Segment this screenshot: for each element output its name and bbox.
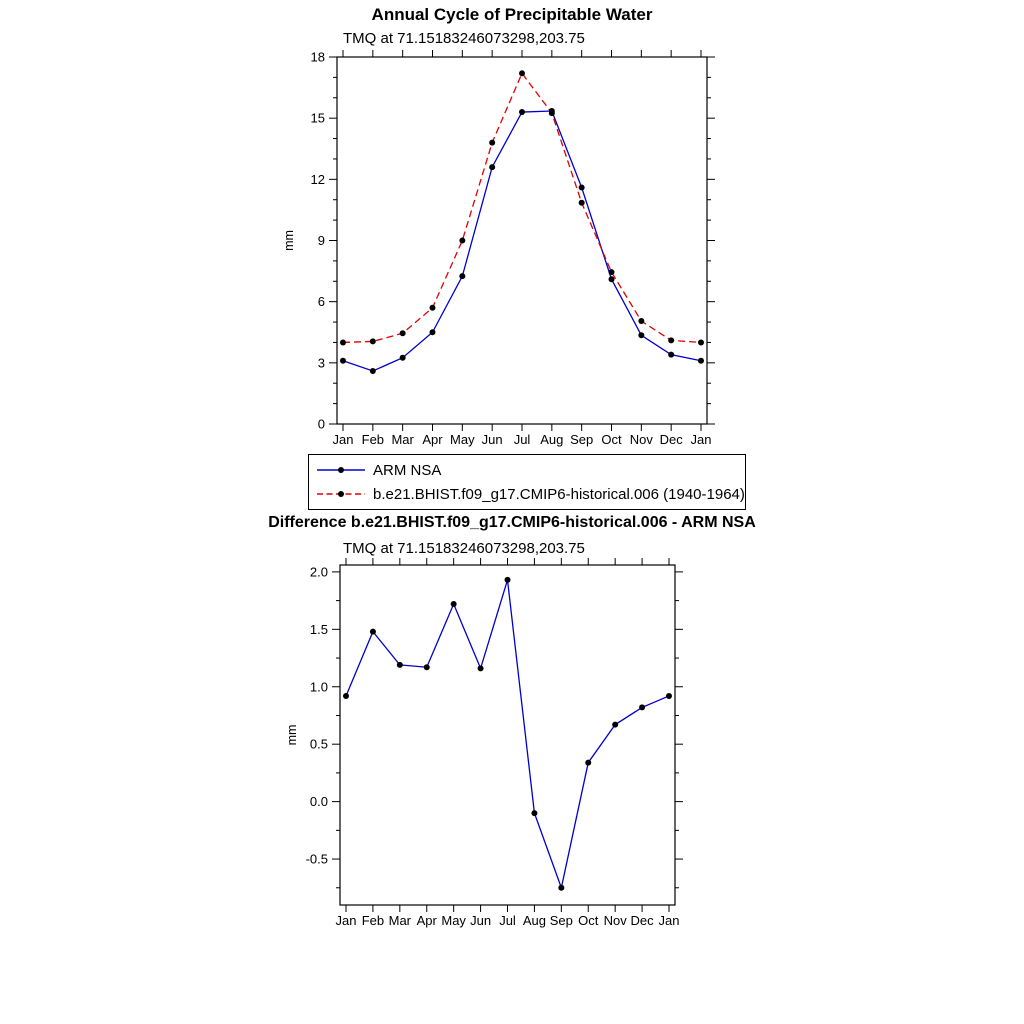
svg-text:0.0: 0.0 bbox=[309, 794, 328, 810]
svg-text:Mar: Mar bbox=[391, 432, 414, 447]
svg-text:Feb: Feb bbox=[361, 913, 385, 928]
svg-text:6: 6 bbox=[317, 294, 325, 310]
svg-text:Dec: Dec bbox=[659, 432, 683, 447]
svg-text:Feb: Feb bbox=[361, 432, 385, 447]
svg-text:Jan: Jan bbox=[332, 432, 354, 447]
legend-item-model bbox=[309, 482, 745, 506]
svg-text:9: 9 bbox=[317, 233, 325, 248]
svg-text:Nov: Nov bbox=[603, 913, 627, 928]
annual-cycle-title: Annual Cycle of Precipitable Water bbox=[371, 5, 653, 24]
svg-text:Apr: Apr bbox=[416, 913, 437, 928]
svg-text:mm: mm bbox=[285, 724, 299, 746]
svg-text:Oct: Oct bbox=[578, 913, 599, 928]
difference-subtitle: TMQ at 71.15183246073298,203.75 bbox=[343, 540, 585, 557]
svg-text:-0.5: -0.5 bbox=[305, 851, 328, 867]
svg-text:15: 15 bbox=[310, 110, 325, 126]
svg-text:Dec: Dec bbox=[630, 913, 654, 928]
svg-text:Oct: Oct bbox=[601, 432, 622, 447]
legend-label-arm-nsa: ARM NSA bbox=[373, 461, 442, 479]
svg-text:mm: mm bbox=[282, 230, 296, 251]
svg-text:12: 12 bbox=[310, 171, 325, 187]
svg-text:Aug: Aug bbox=[540, 432, 564, 447]
svg-text:Apr: Apr bbox=[422, 432, 443, 447]
svg-text:18: 18 bbox=[310, 50, 325, 65]
svg-text:Nov: Nov bbox=[629, 432, 653, 447]
svg-text:1.0: 1.0 bbox=[309, 679, 328, 695]
svg-text:0.5: 0.5 bbox=[309, 736, 328, 752]
svg-text:Jun: Jun bbox=[481, 432, 503, 447]
legend-item-arm-nsa bbox=[309, 458, 745, 482]
svg-text:3: 3 bbox=[317, 355, 325, 371]
annual-cycle-subtitle: TMQ at 71.15183246073298,203.75 bbox=[343, 30, 585, 47]
difference-title: Difference b.e21.BHIST.f09_g17.CMIP6-historical.006 - ARM NSA bbox=[268, 514, 756, 531]
svg-text:Jan: Jan bbox=[690, 432, 712, 447]
svg-text:Aug: Aug bbox=[522, 913, 546, 928]
difference-plot bbox=[270, 558, 750, 943]
svg-text:May: May bbox=[441, 913, 466, 928]
svg-text:Jun: Jun bbox=[470, 913, 492, 928]
svg-text:2.0: 2.0 bbox=[309, 564, 328, 580]
svg-text:Jan: Jan bbox=[658, 913, 680, 928]
svg-text:Jul: Jul bbox=[513, 432, 531, 447]
svg-text:May: May bbox=[450, 432, 475, 447]
legend-box bbox=[308, 454, 746, 510]
svg-text:Mar: Mar bbox=[388, 913, 412, 928]
svg-text:0: 0 bbox=[317, 416, 325, 432]
svg-text:Jan: Jan bbox=[335, 913, 357, 928]
svg-text:1.5: 1.5 bbox=[309, 621, 328, 637]
svg-text:Sep: Sep bbox=[570, 432, 594, 447]
legend-line-sample-0 bbox=[315, 462, 367, 478]
legend-line-sample-1 bbox=[315, 486, 367, 502]
annual-cycle-plot bbox=[270, 50, 750, 465]
svg-text:Jul: Jul bbox=[499, 913, 516, 928]
svg-text:Sep: Sep bbox=[549, 913, 573, 928]
legend-label-model: b.e21.BHIST.f09_g17.CMIP6-historical.006 (1940-1964) bbox=[373, 485, 745, 503]
